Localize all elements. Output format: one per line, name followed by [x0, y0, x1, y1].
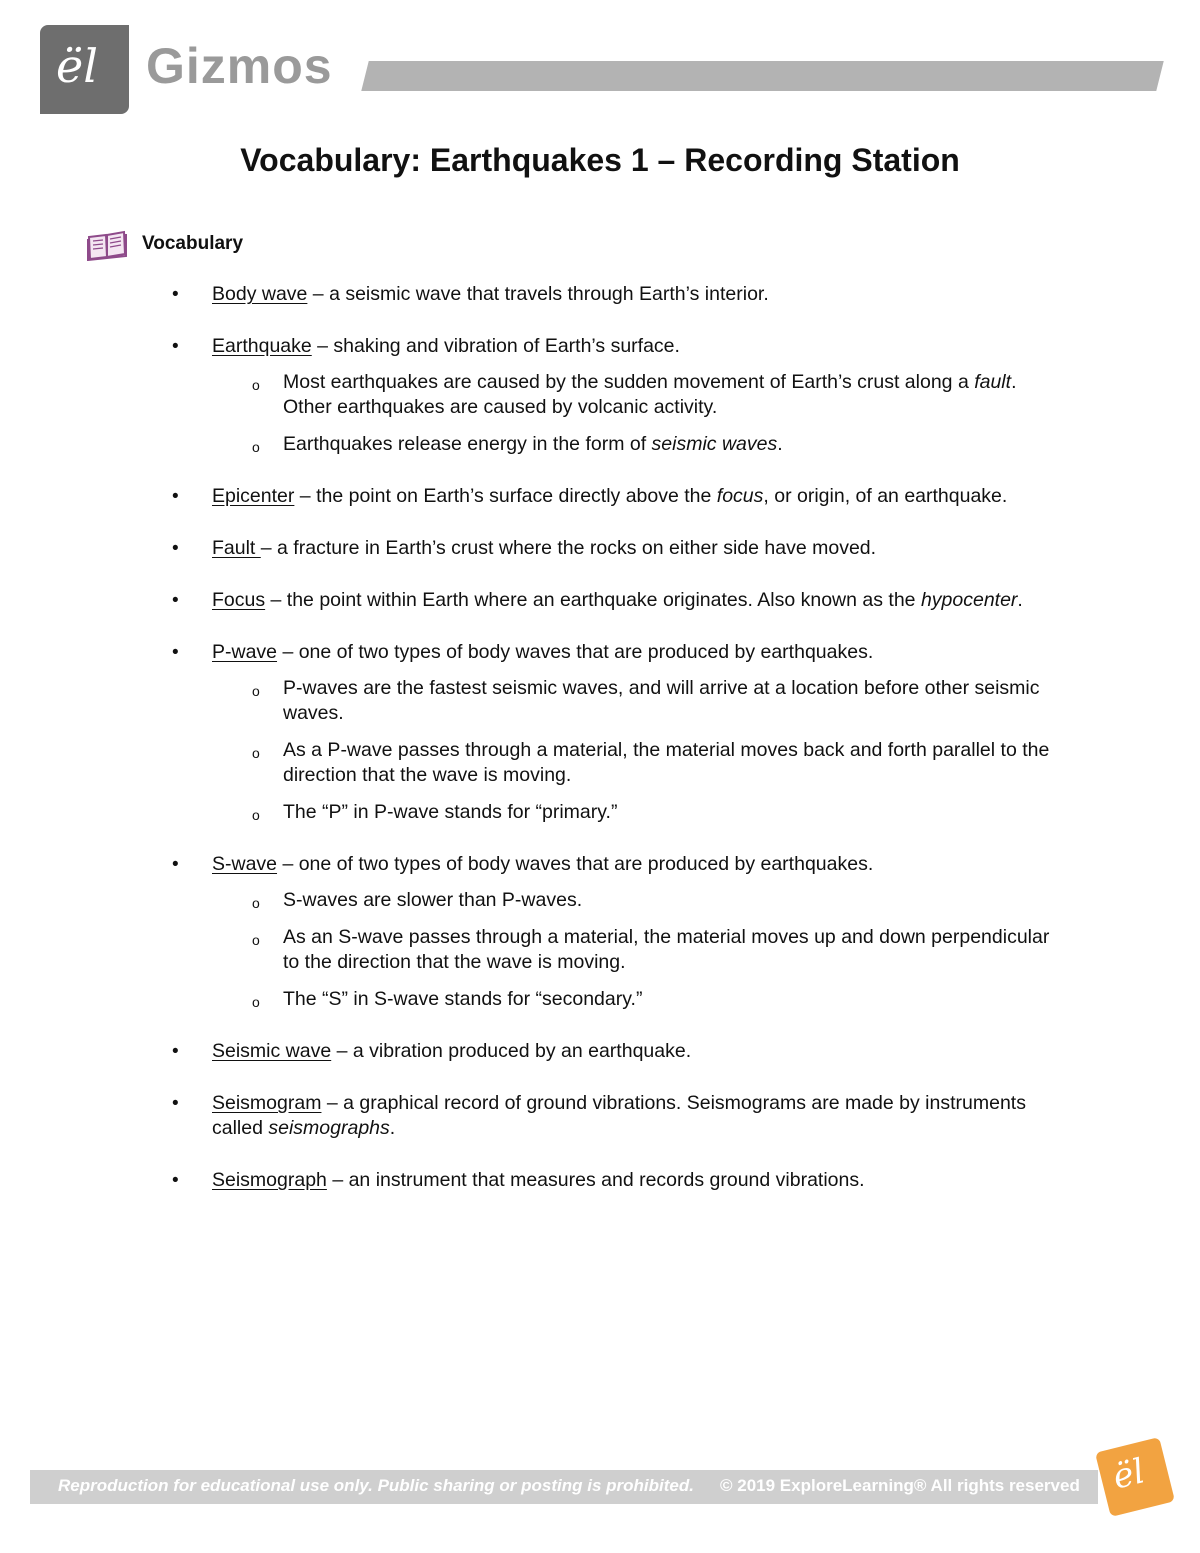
vocab-item	[172, 484, 1052, 509]
definition-italic-term: seismographs	[268, 1117, 390, 1139]
circle-bullet-icon: o	[252, 439, 260, 455]
sub-list	[212, 676, 1052, 825]
footer-disclaimer: Reproduction for educational use only. Public sharing or posting is prohibited.	[58, 1476, 694, 1495]
explorelearning-logo	[40, 25, 129, 114]
vocab-definition: Seismogram – a graphical record of ground vibrations. Seismograms are made by instruments called seismographs.	[212, 1092, 1026, 1139]
vocab-term: S-wave	[212, 853, 278, 875]
footer-copyright: © 2019 ExploreLearning® All rights reserved	[720, 1476, 1080, 1495]
vocab-definition: Seismograph – an instrument that measures and records ground vibrations.	[212, 1169, 865, 1191]
circle-bullet-icon: o	[252, 683, 260, 699]
section-label: Vocabulary	[142, 233, 244, 254]
vocab-term: Epicenter	[212, 485, 295, 507]
sub-item: o P-waves are the fastest seismic waves, and will arrive at a location before other seismic waves.	[252, 677, 1040, 724]
page-title: Vocabulary: Earthquakes 1 – Recording Station	[240, 142, 960, 178]
bullet-icon: •	[172, 642, 179, 663]
sub-item: o As an S-wave passes through a material, the material moves up and down perpendicular to the direction that the wave is moving.	[252, 926, 1050, 973]
vocab-term: Focus	[212, 589, 266, 611]
footer-logo	[1095, 1437, 1175, 1517]
vocab-definition: Fault – a fracture in Earth’s crust where the rocks on either side have moved.	[212, 537, 877, 559]
sub-item: o The “S” in S-wave stands for “secondary.”	[212, 987, 1052, 1012]
sub-list	[212, 888, 1052, 1012]
sub-item: o The “P” in P-wave stands for “primary.”	[212, 800, 1052, 825]
circle-bullet-icon: o	[252, 932, 260, 948]
vocabulary-list	[172, 282, 1052, 1220]
vocab-term: P-wave	[212, 641, 278, 663]
vocab-item	[172, 852, 1052, 1012]
vocab-item	[172, 334, 1052, 457]
sub-italic-term: fault	[974, 371, 1012, 393]
vocab-definition: P-wave – one of two types of body waves that are produced by earthquakes.	[212, 641, 874, 663]
circle-bullet-icon: o	[252, 895, 260, 911]
vocab-definition: Body wave – a seismic wave that travels through Earth’s interior.	[212, 283, 769, 305]
bullet-icon: •	[172, 284, 179, 305]
vocab-item	[172, 282, 1052, 307]
vocab-definition: Seismic wave – a vibration produced by an earthquake.	[212, 1040, 692, 1062]
vocab-term: Fault	[212, 537, 261, 559]
footer-logo-mark: ël	[1108, 1451, 1149, 1498]
vocab-term: Earthquake	[212, 335, 312, 357]
footer-bar	[30, 1470, 1098, 1504]
vocab-term: Seismic wave	[212, 1040, 332, 1062]
footer	[30, 1451, 1149, 1504]
brand-name: Gizmos	[146, 38, 333, 94]
vocab-definition: Earthquake – shaking and vibration of Earth’s surface.	[212, 335, 680, 357]
vocab-item	[172, 588, 1052, 613]
sub-italic-term: seismic waves	[651, 433, 778, 455]
bullet-icon: •	[172, 336, 179, 357]
bullet-icon: •	[172, 486, 179, 507]
bullet-icon: •	[172, 854, 179, 875]
vocab-item	[172, 1039, 1052, 1064]
circle-bullet-icon: o	[252, 994, 260, 1010]
vocab-term: Seismograph	[212, 1169, 327, 1191]
vocab-term: Seismogram	[212, 1092, 322, 1114]
vocab-definition: Focus – the point within Earth where an earthquake originates. Also known as the hypocenter.	[212, 589, 1023, 611]
sub-item: o S-waves are slower than P-waves.	[212, 888, 1052, 913]
vocab-item	[172, 640, 1052, 825]
bullet-icon: •	[172, 590, 179, 611]
vocab-term: Body wave	[212, 283, 308, 305]
vocab-item	[172, 1091, 1052, 1141]
sub-list	[212, 370, 1052, 457]
bullet-icon: •	[172, 1170, 179, 1191]
sub-item: o As a P-wave passes through a material, the material moves back and forth parallel to the direction that the wave is moving.	[252, 739, 1050, 786]
circle-bullet-icon: o	[252, 745, 260, 761]
sub-item: o Earthquakes release energy in the form of seismic waves.	[212, 432, 1052, 457]
bullet-icon: •	[172, 1093, 179, 1114]
header	[40, 25, 1165, 115]
vocab-definition: Epicenter – the point on Earth’s surface directly above the focus, or origin, of an earthquake.	[212, 485, 1008, 507]
bullet-icon: •	[172, 1041, 179, 1062]
logo-mark: ël	[56, 39, 98, 93]
circle-bullet-icon: o	[252, 807, 260, 823]
vocab-definition: S-wave – one of two types of body waves that are produced by earthquakes.	[212, 853, 874, 875]
header-bar	[361, 61, 1163, 91]
definition-italic-term: focus	[716, 485, 764, 507]
vocab-item	[172, 536, 1052, 561]
circle-bullet-icon: o	[252, 377, 260, 393]
vocab-item	[172, 1168, 1052, 1193]
book-icon	[86, 229, 128, 261]
definition-italic-term: hypocenter	[920, 589, 1018, 611]
sub-item: o Most earthquakes are caused by the sudden movement of Earth’s crust along a fault. Other earthquakes are caused by volcanic activity.	[252, 371, 1017, 418]
bullet-icon: •	[172, 538, 179, 559]
